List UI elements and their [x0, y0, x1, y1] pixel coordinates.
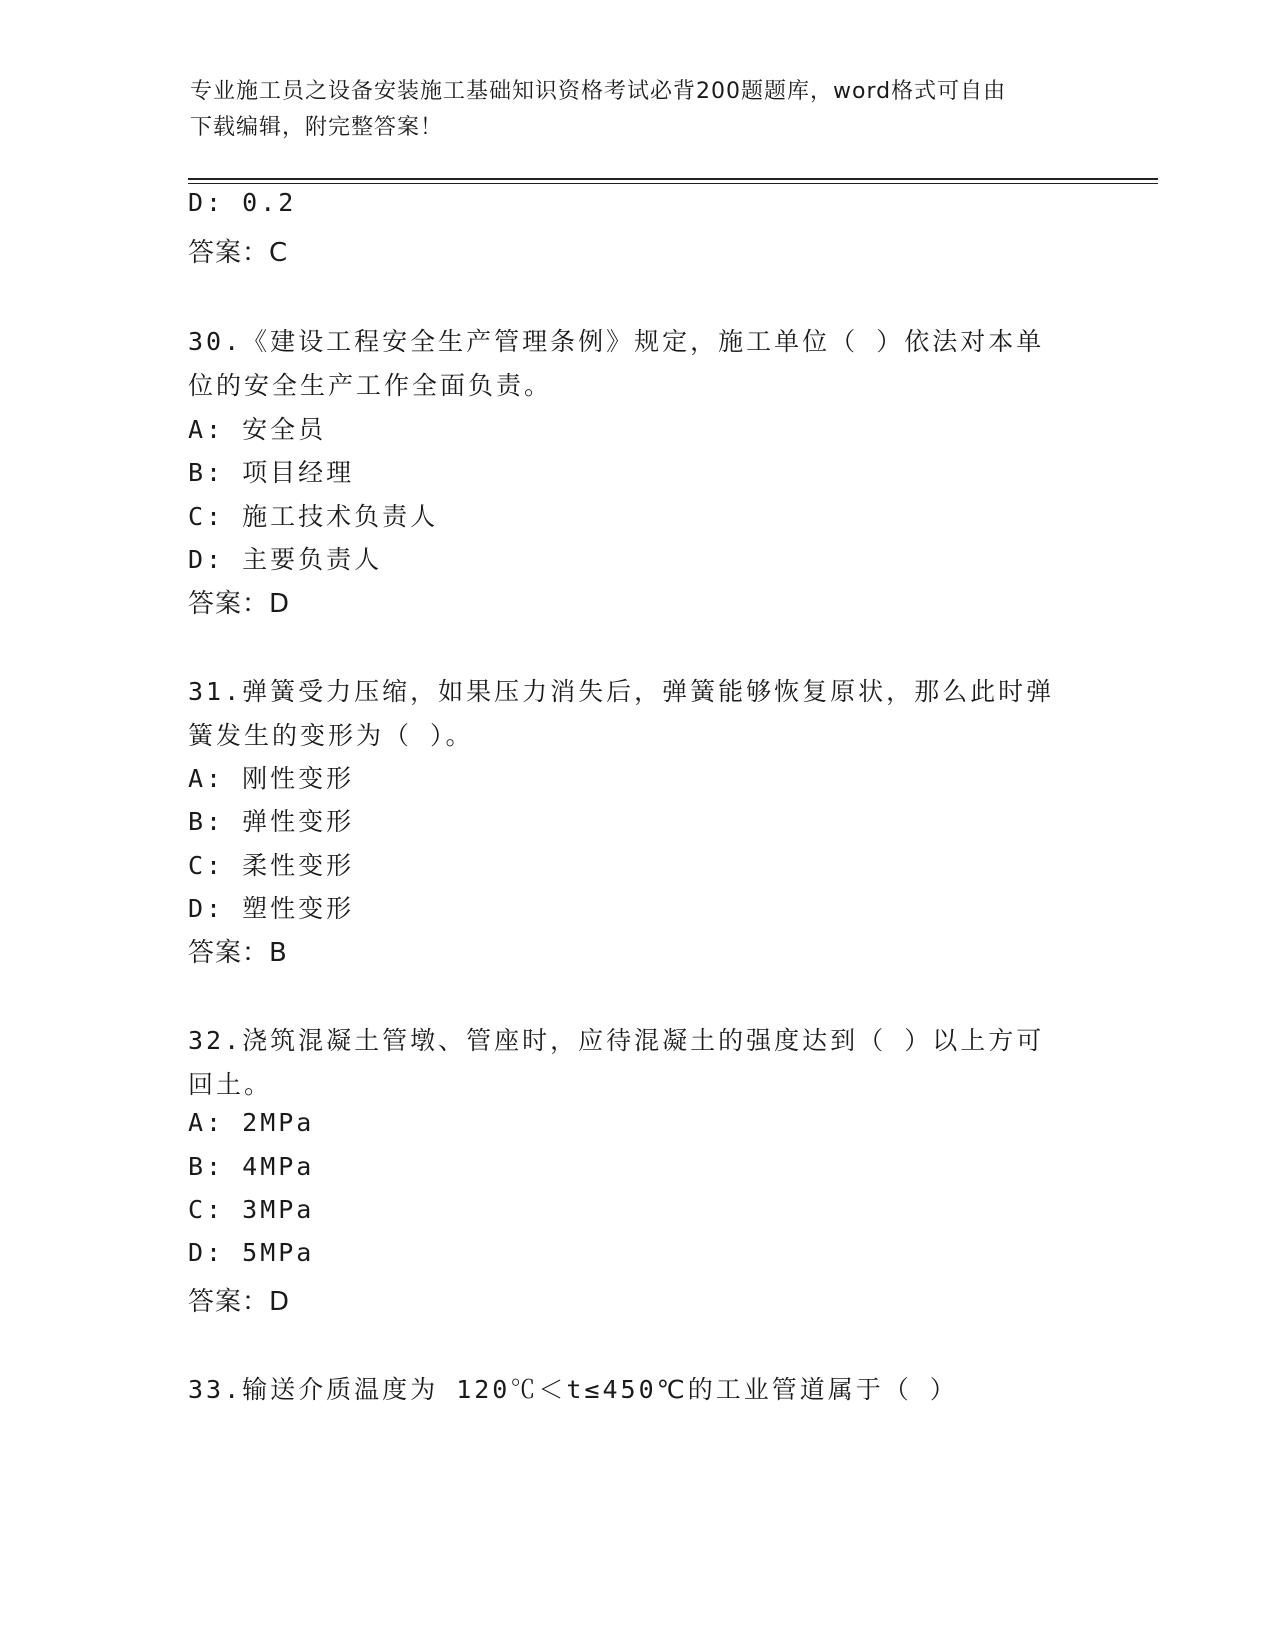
q30-option-d: D: 主要负责人 [188, 545, 383, 574]
q31-stem-line-1: 31.弹簧受力压缩，如果压力消失后，弹簧能够恢复原状，那么此时弹 [188, 677, 1055, 706]
prev-answer: 答案：C [188, 238, 289, 268]
header-line-2: 下载编辑，附完整答案！ [190, 115, 444, 140]
q31-answer: 答案：B [188, 938, 288, 968]
q30-stem-line-1: 30.《建设工程安全生产管理条例》规定，施工单位（ ）依法对本单 [188, 327, 1045, 356]
q30-stem-line-2: 位的安全生产工作全面负责。 [188, 371, 553, 400]
q32-option-d: D: 5MPa [188, 1238, 315, 1267]
q31-stem-line-2: 簧发生的变形为（ ）。 [188, 721, 474, 750]
header-line-1: 专业施工员之设备安装施工基础知识资格考试必背200题题库，word格式可自由 [190, 79, 1007, 104]
q32-option-a: A: 2MPa [188, 1108, 315, 1137]
header-divider-thin [188, 183, 1158, 184]
q32-stem-line-2: 回土。 [188, 1070, 273, 1099]
header-divider-thick [188, 178, 1158, 180]
q33-stem-line-1: 33.输送介质温度为 120℃＜t≤450℃的工业管道属于（ ） [188, 1375, 958, 1404]
q32-option-b: B: 4MPa [188, 1152, 315, 1181]
q30-option-b: B: 项目经理 [188, 458, 355, 487]
q31-option-c: C: 柔性变形 [188, 851, 355, 880]
q30-option-c: C: 施工技术负责人 [188, 502, 439, 531]
document-header [190, 74, 1090, 146]
q30-answer: 答案：D [188, 589, 291, 619]
prev-option-d: D: 0.2 [188, 188, 297, 217]
q31-option-a: A: 刚性变形 [188, 764, 355, 793]
q30-option-a: A: 安全员 [188, 415, 327, 444]
q32-stem-line-1: 32.浇筑混凝土管墩、管座时，应待混凝土的强度达到（ ）以上方可 [188, 1026, 1045, 1055]
q31-option-d: D: 塑性变形 [188, 894, 355, 923]
q32-option-c: C: 3MPa [188, 1195, 315, 1224]
q31-option-b: B: 弹性变形 [188, 807, 355, 836]
q32-answer: 答案：D [188, 1287, 291, 1317]
